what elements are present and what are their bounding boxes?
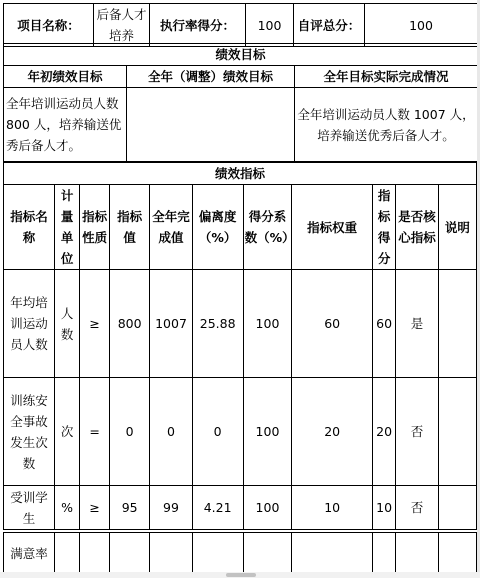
table-cell: 99 (150, 486, 192, 530)
table-cell: 是 (396, 270, 438, 378)
table-cell: % (54, 486, 79, 530)
table-cell: 100 (243, 270, 292, 378)
table-cell (243, 533, 292, 575)
table-cell: 0 (110, 378, 150, 486)
project-name-value: 后备人才培养 (94, 4, 150, 47)
table-cell: ≥ (80, 486, 110, 530)
table-cell: 20 (372, 378, 395, 486)
header-cell: 得分系数（%） (243, 185, 292, 270)
table-cell: 25.88 (192, 270, 243, 378)
header-cell: 偏离度（%） (192, 185, 243, 270)
col-actual-result: 全年目标实际完成情况 (295, 66, 478, 88)
table-cell: = (80, 378, 110, 486)
col-adjusted-goal: 全年（调整）绩效目标 (127, 66, 295, 88)
table-cell: 人数 (54, 270, 79, 378)
table-cell: 95 (110, 486, 150, 530)
initial-goal-text: 全年培训运动员人数 800 人，培养输送优秀后备人才。 (4, 88, 127, 162)
table-cell: 4.21 (192, 486, 243, 530)
table-cell (438, 378, 476, 486)
header-cell: 指标权重 (292, 185, 373, 270)
header-cell: 指标值 (110, 185, 150, 270)
header-cell: 指标性质 (80, 185, 110, 270)
table-cell: 60 (292, 270, 373, 378)
table-cell: 10 (292, 486, 373, 530)
self-total-label: 自评总分： (294, 4, 365, 47)
col-initial-goal: 年初绩效目标 (4, 66, 127, 88)
table-cell (396, 533, 438, 575)
indicators-table-continued (3, 532, 477, 575)
table-cell (150, 533, 192, 575)
table-cell: 否 (396, 486, 438, 530)
table-cell (438, 533, 476, 575)
table-cell: 否 (396, 378, 438, 486)
table-cell: 0 (150, 378, 192, 486)
adjusted-goal-text (127, 88, 295, 162)
header-table (3, 3, 478, 47)
table-cell: 0 (192, 378, 243, 486)
table-row (4, 378, 477, 486)
table-cell: 受训学生 (4, 486, 55, 530)
indicators-table (3, 162, 477, 530)
table-cell: 年均培训运动员人数 (4, 270, 55, 378)
self-total-value: 100 (365, 4, 478, 47)
table-cell (192, 533, 243, 575)
table-cell: 满意率 (4, 533, 55, 575)
actual-result-text: 全年培训运动员人数 1007 人，培养输送优秀后备人才。 (295, 88, 478, 162)
header-cell: 说明 (438, 185, 476, 270)
table-cell: 100 (243, 486, 292, 530)
table-cell (438, 270, 476, 378)
table-row (4, 533, 477, 575)
table-row (4, 270, 477, 378)
scrollbar-thumb[interactable] (226, 573, 256, 577)
goals-table (3, 43, 478, 162)
table-cell: 20 (292, 378, 373, 486)
indicators-section-title: 绩效指标 (4, 163, 477, 185)
table-cell (292, 533, 373, 575)
project-name-label: 项目名称： (4, 4, 94, 47)
exec-score-label: 执行率得分： (150, 4, 246, 47)
table-cell: 10 (372, 486, 395, 530)
horizontal-scrollbar[interactable] (0, 572, 480, 578)
table-cell: 800 (110, 270, 150, 378)
table-row (4, 486, 477, 530)
table-cell: 1007 (150, 270, 192, 378)
table-cell: 100 (243, 378, 292, 486)
table-cell: 60 (372, 270, 395, 378)
header-cell: 指标名称 (4, 185, 55, 270)
header-cell: 全年完成值 (150, 185, 192, 270)
table-cell: 训练安全事故发生次数 (4, 378, 55, 486)
goals-section-title: 绩效目标 (4, 44, 478, 66)
header-cell: 是否核心指标 (396, 185, 438, 270)
table-cell: 次 (54, 378, 79, 486)
table-cell: ≥ (80, 270, 110, 378)
header-cell: 指标得分 (372, 185, 395, 270)
table-cell (372, 533, 395, 575)
header-cell: 计量单位 (54, 185, 79, 270)
table-cell (110, 533, 150, 575)
table-cell (438, 486, 476, 530)
exec-score-value: 100 (246, 4, 294, 47)
table-cell (54, 533, 79, 575)
table-cell (80, 533, 110, 575)
